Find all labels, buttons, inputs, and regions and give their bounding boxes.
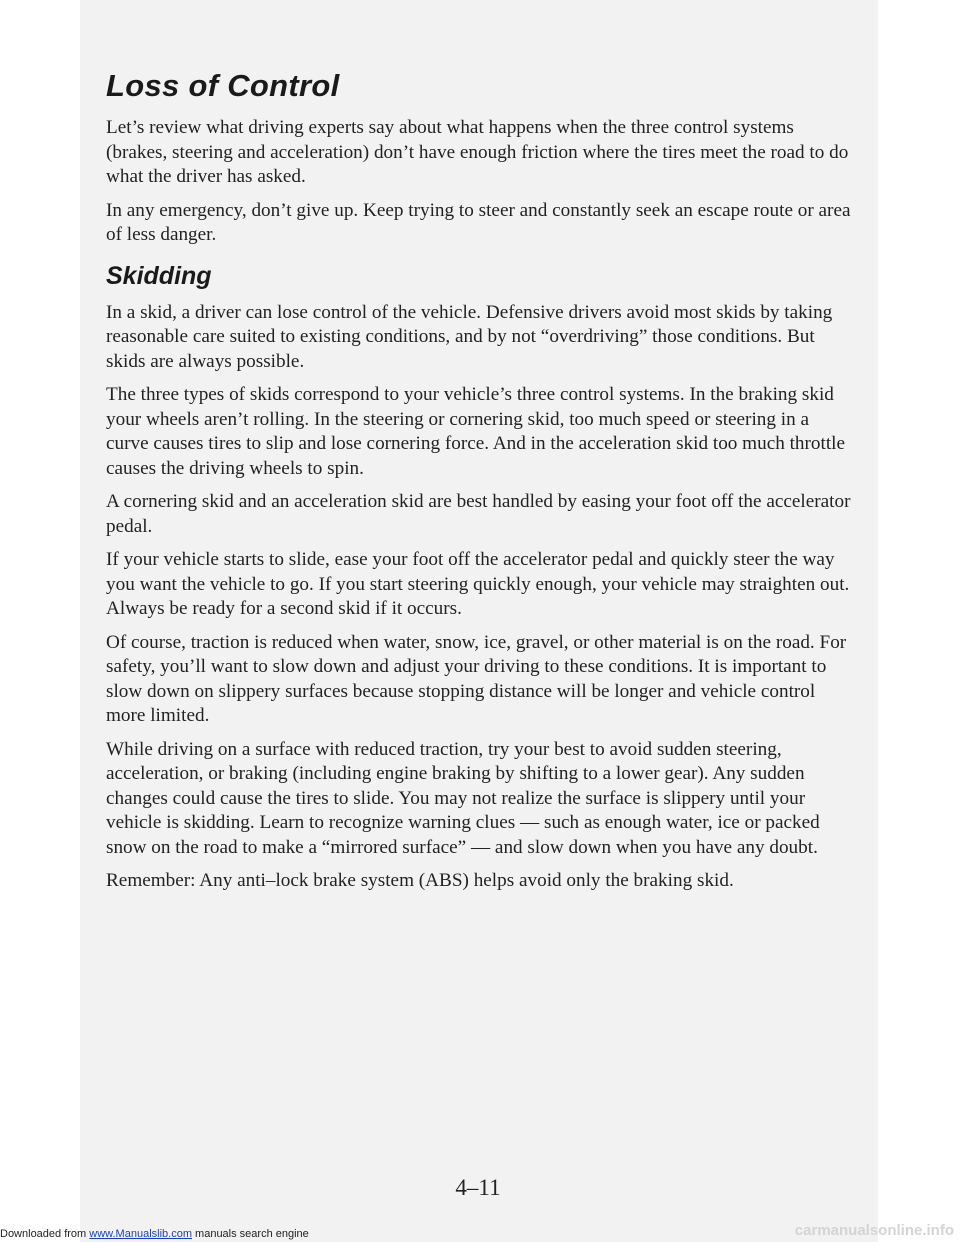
page-content: [106, 68, 856, 903]
page-number: 4–11: [455, 1175, 501, 1200]
paragraph: A cornering skid and an acceleration skid are best handled by easing your foot off the accelerator pedal.: [106, 491, 851, 537]
download-footer: [0, 1228, 309, 1240]
watermark-text: carmanualsonline.info: [794, 1222, 954, 1239]
section-title-skidding: Skidding: [106, 261, 212, 290]
paragraph: In any emergency, don’t give up. Keep trying to steer and constantly seek an escape route or area of less danger.: [106, 199, 851, 245]
paragraph: The three types of skids correspond to your vehicle’s three control systems. In the braking skid your wheels aren’t rolling. In the steering or cornering skid, too much speed or steering in a curve causes tires to slip and lose cornering force. And in the acceleration skid too much throttle causes the driving wheels to spin.: [106, 384, 846, 479]
paragraph: In a skid, a driver can lose control of the vehicle. Defensive drivers avoid most skids by taking reasonable care suited to existing conditions, and by not “overdriving” those conditions. But skids are always possible.: [106, 301, 833, 372]
section-title-loss-of-control: Loss of Control: [106, 68, 340, 103]
footer-prefix: Downloaded from: [0, 1228, 90, 1240]
paragraph: While driving on a surface with reduced traction, try your best to avoid sudden steering, acceleration, or braking (including engine braking by shifting to a lower gear). Any sudden changes could cause the tires to slide. You may not realize the surface is slippery until your vehicle is skidding. Learn to recognize warning clues — such as enough water, ice or packed snow on the road to make a “mirrored surface” — and slow down when you have any doubt.: [106, 738, 820, 858]
footer-suffix: manuals search engine: [191, 1228, 309, 1240]
manualslib-link[interactable]: www.Manualslib.com: [89, 1228, 192, 1240]
paragraph: If your vehicle starts to slide, ease your foot off the accelerator pedal and quickly steer the way you want the vehicle to go. If you start steering quickly enough, your vehicle may straighten out. Always be ready for a second skid if it occurs.: [106, 549, 850, 619]
paragraph: Remember: Any anti–lock brake system (ABS) helps avoid only the braking skid.: [106, 870, 734, 891]
paragraph: Let’s review what driving experts say about what happens when the three control systems (brakes, steering and acceleration) don’t have enough friction where the tires meet the road to do what the driver has asked.: [106, 117, 849, 187]
paragraph: Of course, traction is reduced when water, snow, ice, gravel, or other material is on the road. For safety, you’ll want to slow down and adjust your driving to these conditions. It is important to slow down on slippery surfaces because stopping distance will be longer and vehicle control more limited.: [106, 631, 847, 726]
